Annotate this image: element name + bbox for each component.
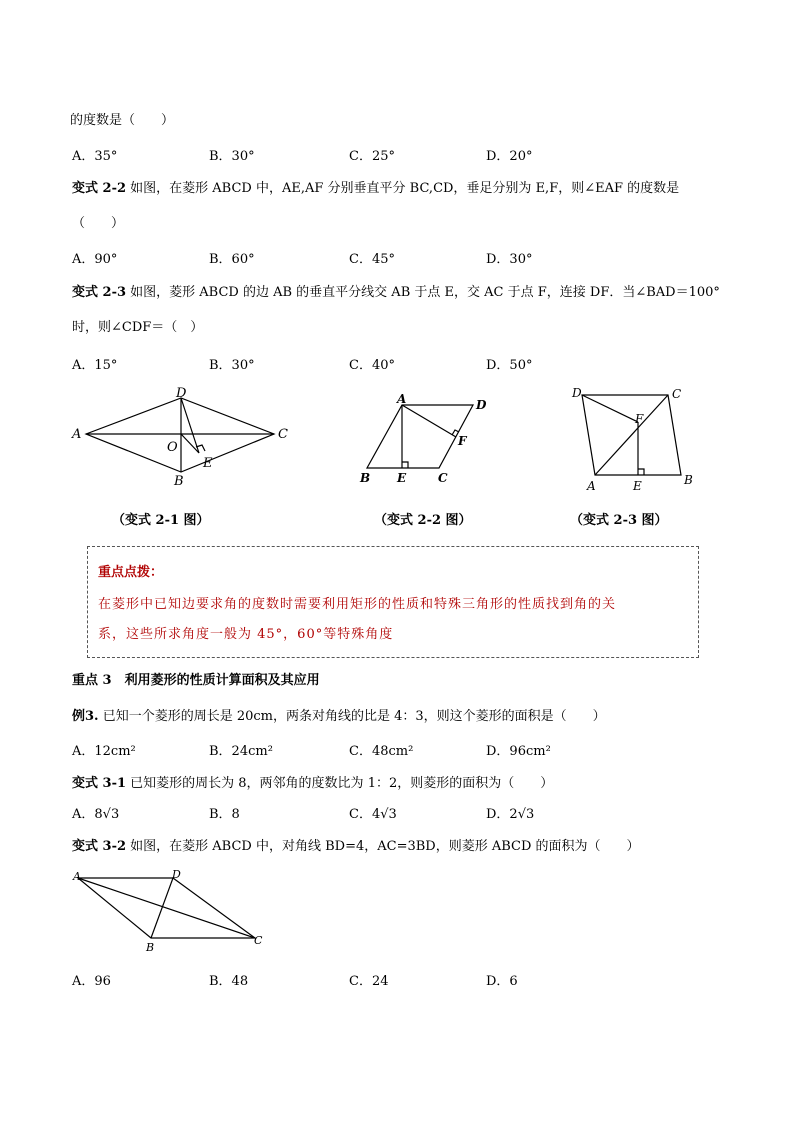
label-f: F [635,412,644,426]
figure-caption: （变式 2-2 图） [374,513,472,528]
option-b: B．60° [209,252,255,267]
label-e: E [633,479,642,493]
label-a: A [397,392,407,406]
example-3 [72,705,606,724]
option-c: C．48cm² [349,744,414,759]
label-d: D [476,398,487,412]
label-c: C [278,427,288,442]
option-d: D．20° [486,149,533,164]
option-a: A．90° [72,252,118,267]
label-c: C [254,934,263,947]
tip-box [87,546,699,658]
question-text: 如图，在菱形 ABCD 中，AE,AF 分别垂直平分 BC,CD，垂足分别为 E,F，则∠EAF 的度数是 [130,181,680,196]
question-3-2 [72,835,640,854]
option-c: C．45° [349,252,395,267]
question-label: 变式 3-2 [72,839,127,854]
question-text: 如图，菱形 ABCD 的边 AB 的垂直平分线交 AB 于点 E，交 AC 于点 F，连接 DF．当∠BAD＝100° [130,285,720,300]
question-text: 如图，在菱形 ABCD 中，对角线 BD=4，AC=3BD，则菱形 ABCD 的面积为（ ） [130,839,640,854]
option-b: B．30° [209,149,255,164]
figure-2-3 [565,380,705,495]
label-e: E [203,456,213,471]
label-b: B [174,474,184,489]
question-2-3 [72,281,720,300]
question-text: 已知一个菱形的周长是 20cm，两条对角线的比是 4：3，则这个菱形的面积是（ ） [102,709,606,724]
label-f: F [458,434,467,448]
option-d: D．2√3 [486,807,535,822]
question-label: 例3. [72,709,99,724]
label-c: C [438,471,448,485]
option-d: D．50° [486,358,533,373]
option-b: B．30° [209,358,255,373]
option-d: D．30° [486,252,533,267]
question-text-cont: 时，则∠CDF＝（ ） [72,320,204,335]
figure-2-1 [60,385,300,495]
label-c: C [672,387,682,401]
option-b: B．48 [209,974,249,989]
tip-line: 系，这些所求角度一般为 45°，60°等特殊角度 [98,627,394,642]
label-b: B [360,471,371,485]
question-text: 已知菱形的周长为 8，两邻角的度数比为 1：2，则菱形的面积为（ ） [130,776,554,791]
label-d: D [176,386,187,401]
option-c: C．4√3 [349,807,397,822]
option-a: A．35° [72,149,118,164]
option-d: D．96cm² [486,744,551,759]
option-c: C．25° [349,149,395,164]
question-3-1 [72,772,553,791]
option-a: A．96 [72,974,111,989]
figure-caption: （变式 2-3 图） [570,513,668,528]
option-b: B．8 [209,807,240,822]
tip-line: 在菱形中已知边要求角的度数时需要利用矩形的性质和特殊三角形的性质找到角的关 [98,597,617,612]
label-a: A [587,479,596,493]
option-a: A．12cm² [72,744,136,759]
option-d: D．6 [486,974,518,989]
question-text: 的度数是（ ） [70,113,175,128]
question-text-cont: （ ） [72,216,125,231]
question-label: 变式 2-2 [72,181,127,196]
section-heading: 重点 3 利用菱形的性质计算面积及其应用 [72,673,320,688]
label-d: D [572,386,582,400]
option-a: A．8√3 [72,807,120,822]
label-b: B [684,473,693,487]
option-c: C．40° [349,358,395,373]
option-c: C．24 [349,974,389,989]
option-b: B．24cm² [209,744,273,759]
tip-title: 重点点拨： [98,565,164,580]
label-b: B [146,941,155,954]
label-d: D [172,868,181,881]
label-a: A [72,427,82,442]
label-o: O [167,440,178,455]
label-a: A [73,870,81,883]
option-a: A．15° [72,358,118,373]
question-2-2 [72,177,679,196]
figure-3-2 [68,864,278,956]
figure-2-2 [352,390,502,490]
question-label: 变式 2-3 [72,285,127,300]
figure-caption: （变式 2-1 图） [112,513,210,528]
question-label: 变式 3-1 [72,776,127,791]
label-e: E [397,471,407,485]
